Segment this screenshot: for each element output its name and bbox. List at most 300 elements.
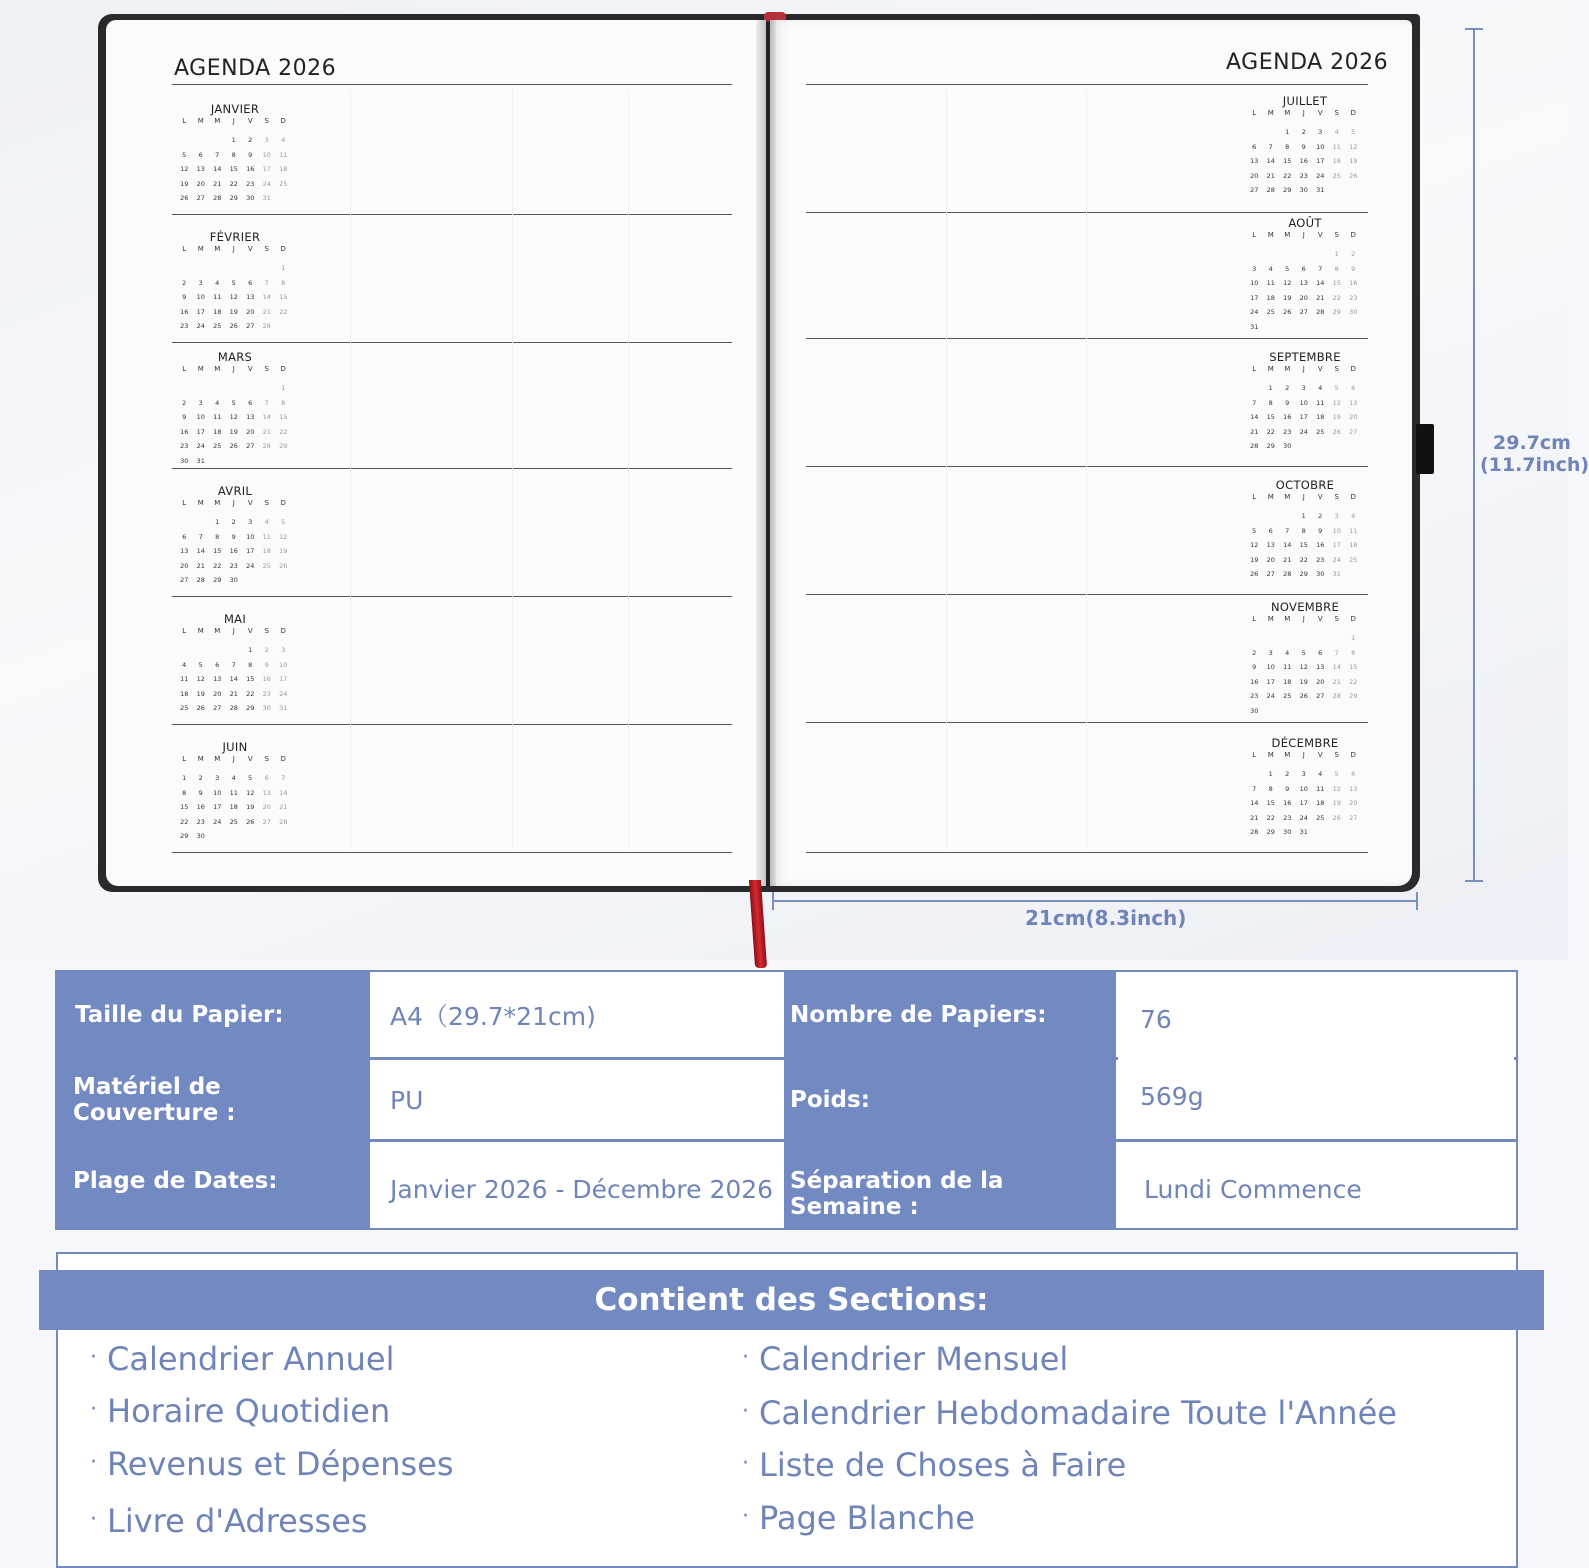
day-number: 28 bbox=[1250, 828, 1259, 837]
day-number: 17 bbox=[1316, 157, 1325, 166]
width-label: 21cm(8.3inch) bbox=[1025, 906, 1187, 930]
weekday-header: S bbox=[264, 627, 269, 635]
empty-day bbox=[176, 515, 193, 530]
day-number: 8 bbox=[248, 660, 253, 669]
section-item: · Calendrier Hebdomadaire Toute l'Année bbox=[742, 1394, 1397, 1432]
weekday-header: L bbox=[1252, 751, 1257, 759]
day-number: 12 bbox=[1299, 663, 1308, 672]
empty-day bbox=[1263, 125, 1280, 140]
day-number: 3 bbox=[198, 278, 203, 287]
weekday-header: S bbox=[1334, 231, 1339, 239]
weekday-header: M bbox=[1284, 231, 1291, 239]
day-number: 19 bbox=[229, 427, 238, 436]
day-number: 14 bbox=[262, 413, 271, 422]
empty-day bbox=[209, 133, 226, 148]
month-name: FÉVRIER bbox=[209, 230, 261, 244]
cover-label: Matériel de Couverture : bbox=[57, 1060, 370, 1140]
day-number: 14 bbox=[1250, 413, 1259, 422]
day-number: 15 bbox=[213, 547, 222, 556]
day-number: 15 bbox=[1266, 799, 1275, 808]
day-number: 20 bbox=[1349, 413, 1358, 422]
paper-size-label: Taille du Papier: bbox=[57, 972, 370, 1058]
day-number: 19 bbox=[246, 803, 255, 812]
day-number: 25 bbox=[1316, 427, 1325, 436]
day-number: 6 bbox=[215, 660, 220, 669]
weekday-header: S bbox=[1334, 751, 1339, 759]
month-name: JUILLET bbox=[1282, 94, 1328, 108]
day-number: 16 bbox=[1349, 279, 1358, 288]
day-number: 3 bbox=[1301, 770, 1306, 778]
paper-count-label: Nombre de Papiers: bbox=[784, 972, 1116, 1058]
weekday-header: S bbox=[264, 499, 269, 507]
mini-calendar bbox=[1246, 94, 1364, 198]
mini-calendar bbox=[176, 484, 294, 588]
day-number: 7 bbox=[1318, 264, 1323, 273]
day-number: 5 bbox=[1351, 128, 1356, 136]
day-number: 1 bbox=[1268, 770, 1273, 778]
weekday-header: M bbox=[197, 365, 204, 373]
day-number: 27 bbox=[246, 322, 255, 331]
weekday-header: M bbox=[214, 365, 221, 373]
weekday-header: M bbox=[1267, 615, 1274, 623]
day-number: 22 bbox=[229, 179, 238, 188]
weekday-header: D bbox=[1350, 109, 1356, 117]
day-number: 22 bbox=[1283, 171, 1292, 180]
day-number: 16 bbox=[180, 427, 189, 436]
weekday-header: V bbox=[1317, 615, 1323, 623]
page-rule bbox=[172, 342, 732, 343]
day-number: 18 bbox=[1266, 293, 1275, 302]
day-number: 27 bbox=[1299, 308, 1308, 317]
day-number: 31 bbox=[279, 704, 288, 713]
day-number: 18 bbox=[213, 307, 222, 316]
day-number: 9 bbox=[182, 413, 187, 422]
weekday-header: J bbox=[1302, 493, 1305, 501]
day-number: 15 bbox=[279, 293, 288, 302]
empty-day bbox=[1263, 247, 1280, 262]
day-number: 12 bbox=[279, 532, 288, 541]
day-number: 29 bbox=[180, 832, 189, 841]
spine bbox=[756, 20, 776, 886]
empty-day bbox=[193, 643, 210, 658]
day-number: 4 bbox=[1318, 770, 1323, 778]
day-number: 13 bbox=[246, 293, 255, 302]
day-number: 31 bbox=[1316, 186, 1325, 195]
day-number: 21 bbox=[1283, 555, 1292, 564]
day-number: 1 bbox=[1351, 634, 1356, 642]
day-number: 9 bbox=[231, 532, 236, 541]
day-number: 30 bbox=[196, 832, 205, 841]
section-item: · Page Blanche bbox=[742, 1499, 975, 1537]
weekday-header: S bbox=[1334, 109, 1339, 117]
day-number: 23 bbox=[180, 322, 189, 331]
day-number: 23 bbox=[1283, 813, 1292, 822]
day-number: 19 bbox=[229, 307, 238, 316]
day-number: 4 bbox=[1285, 648, 1290, 657]
weekday-header: D bbox=[1350, 615, 1356, 623]
day-number: 28 bbox=[229, 704, 238, 713]
day-number: 28 bbox=[1250, 442, 1259, 451]
day-number: 14 bbox=[262, 293, 271, 302]
weekday-header: D bbox=[1350, 365, 1356, 373]
month-grid bbox=[1246, 230, 1364, 335]
day-number: 13 bbox=[1299, 279, 1308, 288]
weekday-header: V bbox=[247, 117, 253, 125]
weekday-header: D bbox=[1350, 231, 1356, 239]
weekday-header: D bbox=[1350, 751, 1356, 759]
section-item: · Livre d'Adresses bbox=[90, 1502, 368, 1540]
day-number: 6 bbox=[1252, 142, 1257, 151]
day-number: 9 bbox=[1351, 264, 1356, 273]
day-number: 16 bbox=[229, 547, 238, 556]
sections-title: Contient des Sections: bbox=[39, 1270, 1544, 1330]
empty-day bbox=[242, 261, 259, 276]
day-number: 30 bbox=[1349, 308, 1358, 317]
day-number: 29 bbox=[1266, 442, 1275, 451]
day-number: 16 bbox=[1316, 541, 1325, 550]
day-number: 13 bbox=[1266, 541, 1275, 550]
day-number: 24 bbox=[1250, 308, 1259, 317]
day-number: 17 bbox=[1250, 293, 1259, 302]
day-number: 5 bbox=[281, 518, 286, 526]
day-number: 20 bbox=[1250, 171, 1259, 180]
mini-calendar bbox=[176, 230, 294, 334]
height-dimension-line bbox=[1473, 28, 1475, 882]
page-rule bbox=[172, 214, 732, 215]
day-number: 5 bbox=[231, 398, 236, 407]
empty-day bbox=[1312, 247, 1329, 262]
day-number: 22 bbox=[1266, 813, 1275, 822]
day-number: 11 bbox=[262, 532, 271, 541]
day-number: 6 bbox=[1301, 264, 1306, 273]
weekday-header: M bbox=[197, 499, 204, 507]
day-number: 12 bbox=[1332, 784, 1341, 793]
month-name: SEPTEMBRE bbox=[1269, 350, 1341, 364]
day-number: 15 bbox=[229, 165, 238, 174]
day-number: 15 bbox=[1349, 663, 1358, 672]
day-number: 26 bbox=[279, 561, 288, 570]
day-number: 24 bbox=[196, 322, 205, 331]
week-label: Séparation de la Semaine : bbox=[784, 1142, 1116, 1228]
day-number: 2 bbox=[198, 774, 203, 782]
day-number: 5 bbox=[1285, 264, 1290, 273]
day-number: 18 bbox=[180, 689, 189, 698]
day-number: 26 bbox=[1299, 692, 1308, 701]
empty-day bbox=[193, 133, 210, 148]
dates-value: Janvier 2026 - Décembre 2026 bbox=[372, 1142, 782, 1228]
month-grid bbox=[1246, 614, 1364, 719]
day-number: 28 bbox=[1332, 692, 1341, 701]
day-number: 27 bbox=[1266, 570, 1275, 579]
day-number: 6 bbox=[1318, 648, 1323, 657]
weekday-header: L bbox=[1252, 109, 1257, 117]
day-number: 19 bbox=[196, 689, 205, 698]
day-number: 4 bbox=[1351, 512, 1356, 520]
day-number: 8 bbox=[1301, 526, 1306, 535]
day-number: 27 bbox=[180, 576, 189, 585]
day-number: 2 bbox=[231, 518, 236, 526]
day-number: 23 bbox=[196, 817, 205, 826]
weekday-header: L bbox=[182, 365, 187, 373]
day-number: 23 bbox=[246, 179, 255, 188]
month-name: AVRIL bbox=[217, 484, 253, 498]
weekday-header: J bbox=[232, 117, 235, 125]
day-number: 20 bbox=[1316, 677, 1325, 686]
day-number: 26 bbox=[1332, 427, 1341, 436]
section-item: · Calendrier Mensuel bbox=[742, 1340, 1069, 1378]
day-number: 17 bbox=[196, 427, 205, 436]
empty-day bbox=[226, 643, 243, 658]
month-grid bbox=[176, 364, 294, 469]
day-number: 31 bbox=[262, 194, 271, 203]
weekday-header: D bbox=[280, 627, 286, 635]
weekday-header: L bbox=[1252, 365, 1257, 373]
weekday-header: D bbox=[280, 245, 286, 253]
page-rule bbox=[806, 466, 1368, 467]
day-number: 27 bbox=[1349, 427, 1358, 436]
weekday-header: M bbox=[197, 245, 204, 253]
day-number: 14 bbox=[1266, 157, 1275, 166]
day-number: 1 bbox=[281, 384, 286, 392]
day-number: 10 bbox=[1299, 398, 1308, 407]
empty-day bbox=[176, 133, 193, 148]
day-number: 15 bbox=[180, 803, 189, 812]
empty-day bbox=[1246, 631, 1263, 646]
day-number: 1 bbox=[215, 518, 220, 526]
day-number: 17 bbox=[1332, 541, 1341, 550]
empty-day bbox=[176, 643, 193, 658]
empty-day bbox=[1296, 247, 1313, 262]
day-number: 6 bbox=[1268, 526, 1273, 535]
empty-day bbox=[1263, 509, 1280, 524]
section-item: · Horaire Quotidien bbox=[90, 1392, 391, 1430]
day-number: 25 bbox=[1332, 171, 1341, 180]
day-number: 12 bbox=[180, 165, 189, 174]
day-number: 24 bbox=[262, 179, 271, 188]
empty-day bbox=[259, 261, 276, 276]
day-number: 24 bbox=[1299, 813, 1308, 822]
day-number: 25 bbox=[262, 561, 271, 570]
day-number: 28 bbox=[1316, 308, 1325, 317]
day-number: 2 bbox=[1301, 128, 1306, 136]
month-grid bbox=[176, 244, 294, 334]
day-number: 20 bbox=[196, 179, 205, 188]
day-number: 6 bbox=[182, 532, 187, 541]
weekday-header: V bbox=[247, 627, 253, 635]
height-dimension-cap-bottom bbox=[1465, 880, 1483, 882]
weekday-header: S bbox=[264, 245, 269, 253]
month-name: OCTOBRE bbox=[1275, 478, 1335, 492]
empty-day bbox=[1312, 631, 1329, 646]
day-number: 11 bbox=[1332, 142, 1341, 151]
day-number: 18 bbox=[279, 165, 288, 174]
weekday-header: S bbox=[1334, 615, 1339, 623]
weekday-header: S bbox=[1334, 365, 1339, 373]
day-number: 11 bbox=[1349, 526, 1358, 535]
day-number: 8 bbox=[1351, 648, 1356, 657]
day-number: 23 bbox=[1316, 555, 1325, 564]
day-number: 15 bbox=[1266, 413, 1275, 422]
day-number: 18 bbox=[1332, 157, 1341, 166]
month-name: AOÛT bbox=[1288, 216, 1322, 230]
day-number: 29 bbox=[1332, 308, 1341, 317]
day-number: 22 bbox=[279, 427, 288, 436]
month-grid bbox=[1246, 750, 1364, 840]
day-number: 2 bbox=[182, 398, 187, 407]
weekday-header: S bbox=[264, 755, 269, 763]
mini-calendar bbox=[176, 350, 294, 469]
day-number: 13 bbox=[196, 165, 205, 174]
day-number: 16 bbox=[262, 675, 271, 684]
day-number: 29 bbox=[279, 442, 288, 451]
day-number: 1 bbox=[1334, 250, 1339, 258]
day-number: 8 bbox=[281, 398, 286, 407]
day-number: 8 bbox=[1268, 784, 1273, 793]
week-value: Lundi Commence bbox=[1118, 1142, 1514, 1228]
day-number: 7 bbox=[1252, 398, 1257, 407]
day-number: 5 bbox=[198, 660, 203, 669]
empty-day bbox=[226, 381, 243, 396]
day-number: 17 bbox=[1299, 799, 1308, 808]
day-number: 3 bbox=[1318, 128, 1323, 136]
day-number: 24 bbox=[279, 689, 288, 698]
day-number: 24 bbox=[1316, 171, 1325, 180]
day-number: 8 bbox=[1285, 142, 1290, 151]
page-rule bbox=[806, 594, 1368, 595]
empty-day bbox=[193, 381, 210, 396]
page-rule bbox=[172, 596, 732, 597]
day-number: 11 bbox=[1316, 398, 1325, 407]
day-number: 7 bbox=[198, 532, 203, 541]
day-number: 30 bbox=[1299, 186, 1308, 195]
weight-label: Poids: bbox=[784, 1060, 1116, 1140]
day-number: 27 bbox=[246, 442, 255, 451]
day-number: 29 bbox=[229, 194, 238, 203]
empty-day bbox=[193, 515, 210, 530]
weekday-header: M bbox=[1267, 751, 1274, 759]
day-number: 17 bbox=[196, 307, 205, 316]
day-number: 1 bbox=[231, 136, 236, 144]
day-number: 2 bbox=[248, 136, 253, 144]
day-number: 21 bbox=[279, 803, 288, 812]
weekday-header: M bbox=[1267, 365, 1274, 373]
day-number: 23 bbox=[229, 561, 238, 570]
day-number: 4 bbox=[264, 518, 269, 526]
mini-calendar bbox=[176, 612, 294, 716]
day-number: 29 bbox=[246, 704, 255, 713]
day-number: 20 bbox=[1349, 799, 1358, 808]
day-number: 7 bbox=[264, 398, 269, 407]
month-grid bbox=[176, 626, 294, 716]
weekday-header: D bbox=[1350, 493, 1356, 501]
weekday-header: L bbox=[182, 627, 187, 635]
weekday-header: J bbox=[232, 245, 235, 253]
day-number: 27 bbox=[1349, 813, 1358, 822]
day-number: 29 bbox=[1299, 570, 1308, 579]
day-number: 6 bbox=[264, 774, 269, 782]
weekday-header: M bbox=[1284, 751, 1291, 759]
day-number: 15 bbox=[1332, 279, 1341, 288]
day-number: 18 bbox=[229, 803, 238, 812]
weekday-header: V bbox=[1317, 751, 1323, 759]
day-number: 19 bbox=[1283, 293, 1292, 302]
day-number: 11 bbox=[213, 293, 222, 302]
day-number: 19 bbox=[180, 179, 189, 188]
day-number: 22 bbox=[213, 561, 222, 570]
day-number: 1 bbox=[281, 264, 286, 272]
weekday-header: M bbox=[1284, 109, 1291, 117]
empty-day bbox=[1279, 509, 1296, 524]
weight-value: 569g bbox=[1118, 1056, 1514, 1136]
weekday-header: M bbox=[214, 755, 221, 763]
day-number: 3 bbox=[198, 398, 203, 407]
day-number: 2 bbox=[1285, 770, 1290, 778]
section-item: · Liste de Choses à Faire bbox=[742, 1446, 1127, 1484]
month-name: DÉCEMBRE bbox=[1271, 736, 1339, 750]
day-number: 28 bbox=[279, 817, 288, 826]
day-number: 13 bbox=[213, 675, 222, 684]
mini-calendar bbox=[1246, 350, 1364, 454]
day-number: 30 bbox=[246, 194, 255, 203]
day-number: 15 bbox=[1299, 541, 1308, 550]
day-number: 1 bbox=[1285, 128, 1290, 136]
day-number: 17 bbox=[262, 165, 271, 174]
empty-day bbox=[176, 261, 193, 276]
day-number: 9 bbox=[264, 660, 269, 669]
weekday-header: V bbox=[1317, 231, 1323, 239]
day-number: 6 bbox=[1351, 384, 1356, 392]
day-number: 10 bbox=[279, 660, 288, 669]
month-name: JANVIER bbox=[210, 102, 260, 116]
day-number: 5 bbox=[1334, 770, 1339, 778]
day-number: 26 bbox=[246, 817, 255, 826]
day-number: 5 bbox=[1301, 648, 1306, 657]
day-number: 22 bbox=[1332, 293, 1341, 302]
day-number: 30 bbox=[1283, 442, 1292, 451]
day-number: 21 bbox=[1316, 293, 1325, 302]
faint-guide bbox=[628, 90, 629, 850]
empty-day bbox=[1246, 125, 1263, 140]
weekday-header: L bbox=[1252, 493, 1257, 501]
day-number: 15 bbox=[1283, 157, 1292, 166]
day-number: 18 bbox=[262, 547, 271, 556]
empty-day bbox=[1279, 247, 1296, 262]
month-name: MAI bbox=[223, 612, 247, 626]
day-number: 24 bbox=[196, 442, 205, 451]
day-number: 9 bbox=[1285, 398, 1290, 407]
day-number: 4 bbox=[231, 774, 236, 782]
day-number: 18 bbox=[1316, 799, 1325, 808]
weekday-header: V bbox=[247, 365, 253, 373]
day-number: 30 bbox=[229, 576, 238, 585]
faint-guide bbox=[946, 90, 947, 850]
month-grid bbox=[176, 498, 294, 588]
page-rule bbox=[806, 338, 1368, 339]
day-number: 1 bbox=[248, 646, 253, 654]
day-number: 13 bbox=[246, 413, 255, 422]
day-number: 7 bbox=[281, 774, 286, 782]
empty-day bbox=[1263, 631, 1280, 646]
day-number: 28 bbox=[213, 194, 222, 203]
day-number: 13 bbox=[180, 547, 189, 556]
empty-day bbox=[1329, 631, 1346, 646]
day-number: 20 bbox=[246, 427, 255, 436]
day-number: 4 bbox=[215, 278, 220, 287]
height-dimension-cap-top bbox=[1465, 28, 1483, 30]
cover-value: PU bbox=[372, 1060, 782, 1140]
day-number: 13 bbox=[1250, 157, 1259, 166]
day-number: 25 bbox=[213, 442, 222, 451]
